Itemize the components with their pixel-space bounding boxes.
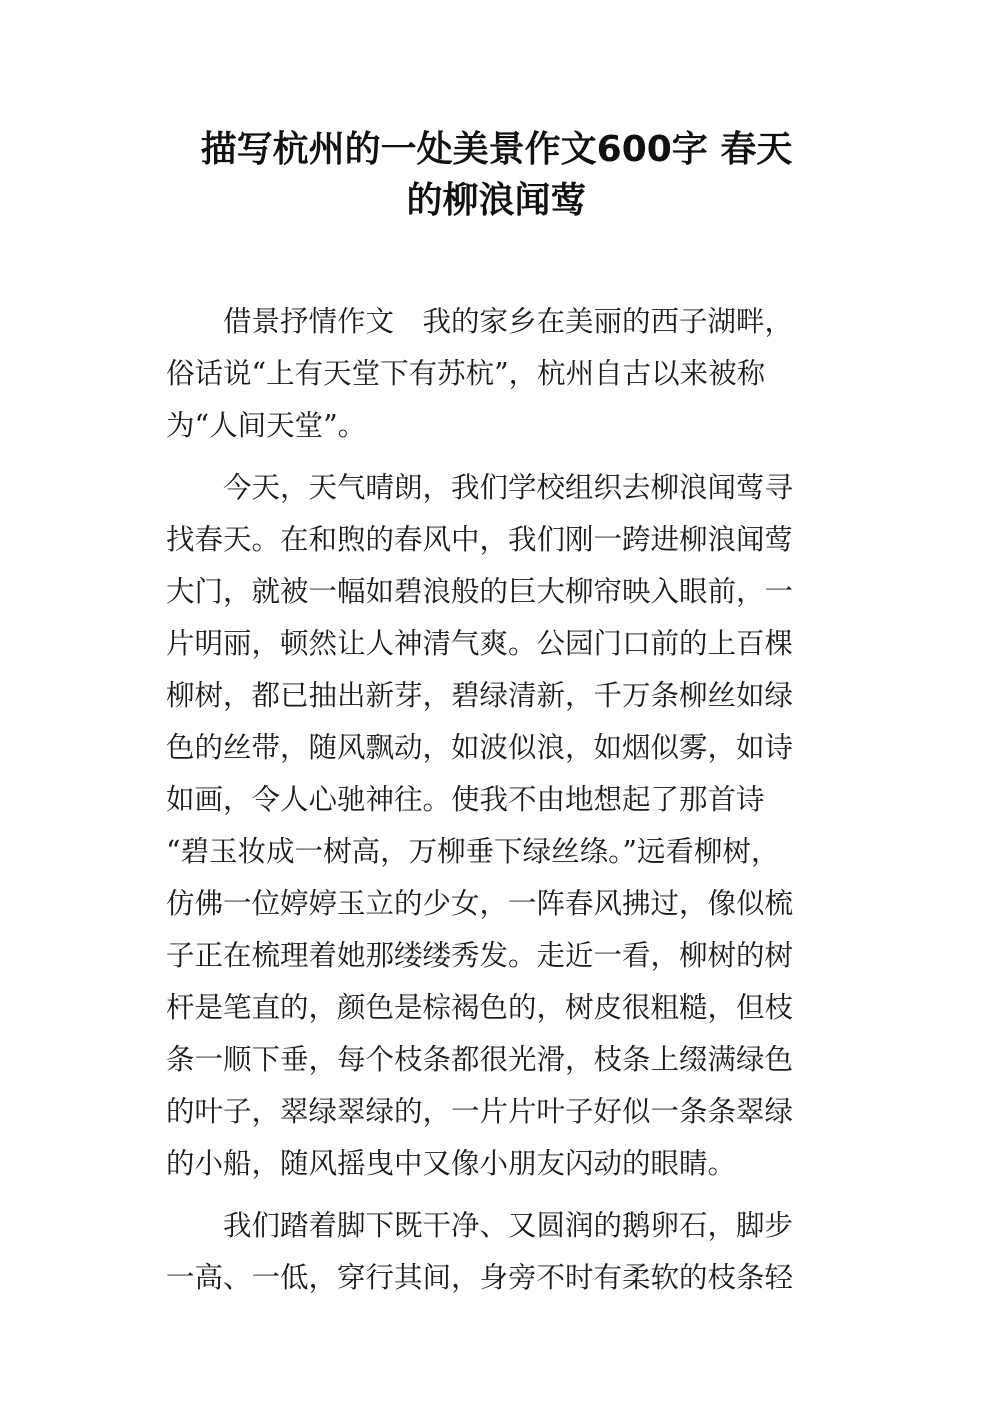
text-line: 条一顺下垂，每个枝条都很光滑，枝条上缀满绿色 xyxy=(166,1043,794,1076)
paragraph xyxy=(166,1200,828,1304)
paragraph xyxy=(166,462,828,1190)
text-line: 如画，令人心驰神往。使我不由地想起了那首诗 xyxy=(166,783,765,816)
title-line: 描写杭州的一处美景作文600字 春天 xyxy=(200,129,793,170)
page-title xyxy=(150,124,843,226)
text-line: 今天，天气晴朗，我们学校组织去柳浪闻莺寻 xyxy=(166,471,794,504)
text-line: 子正在梳理着她那缕缕秀发。走近一看，柳树的树 xyxy=(166,939,794,972)
article-body xyxy=(166,296,828,1304)
text-line: 色的丝带，随风飘动，如波似浪，如烟似雾，如诗 xyxy=(166,731,794,764)
title-line: 的柳浪闻莺 xyxy=(406,180,587,221)
paragraph-gap xyxy=(166,1190,828,1200)
text-line: 找春天。在和煦的春风中，我们刚一跨进柳浪闻莺 xyxy=(166,523,794,556)
text-line: 我们踏着脚下既干净、又圆润的鹅卵石，脚步 xyxy=(166,1209,794,1242)
text-line: 片明丽，顿然让人神清气爽。公园门口前的上百棵 xyxy=(166,627,794,660)
text-line: 的叶子，翠绿翠绿的，一片片叶子好似一条条翠绿 xyxy=(166,1095,794,1128)
paragraph xyxy=(166,296,828,452)
text-line: “碧玉妆成一树高，万柳垂下绿丝绦。”远看柳树， xyxy=(166,835,780,868)
paragraph-gap xyxy=(166,452,828,462)
text-line: 柳树，都已抽出新芽，碧绿清新，千万条柳丝如绿 xyxy=(166,679,794,712)
text-line: 一高、一低，穿行其间，身旁不时有柔软的枝条轻 xyxy=(166,1261,794,1294)
text-line: 借景抒情作文 我的家乡在美丽的西子湖畔， xyxy=(166,305,794,338)
text-line: 俗话说“上有天堂下有苏杭”，杭州自古以来被称 xyxy=(166,357,766,390)
text-line: 的小船，随风摇曳中又像小朋友闪动的眼睛。 xyxy=(166,1147,737,1180)
text-line: 仿佛一位婷婷玉立的少女，一阵春风拂过，像似梳 xyxy=(166,887,794,920)
text-line: 杆是笔直的，颜色是棕褐色的，树皮很粗糙，但枝 xyxy=(166,991,794,1024)
text-line: 为“人间天堂”。 xyxy=(166,409,367,442)
text-line: 大门，就被一幅如碧浪般的巨大柳帘映入眼前，一 xyxy=(166,575,794,608)
